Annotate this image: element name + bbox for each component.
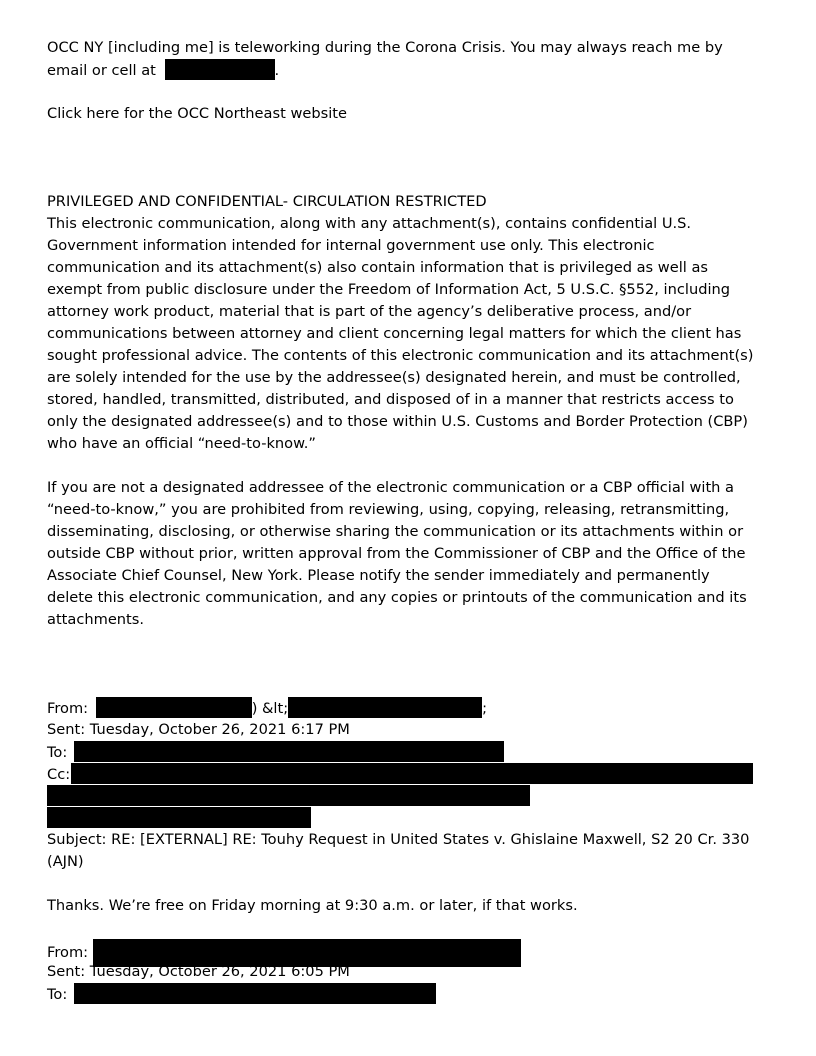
email1-cc-continued	[47, 785, 777, 807]
email1-body	[47, 895, 777, 917]
disclaimer-paragraph-1	[47, 213, 777, 455]
redacted-phone	[165, 59, 275, 80]
redacted-sender-name	[96, 697, 252, 718]
email1-sent	[47, 719, 777, 741]
email1-subject-line-2	[47, 851, 777, 873]
subject-text-continued: (AJN)	[47, 853, 84, 870]
disclaimer-paragraph-2	[47, 477, 777, 631]
email1-cc	[47, 763, 777, 785]
disclaimer-heading-text: PRIVILEGED AND CONFIDENTIAL- CIRCULATION RESTRICTED	[47, 193, 487, 210]
subject-text: Subject: RE: [EXTERNAL] RE: Touhy Request in United States v. Ghislaine Maxwell, S2 20 Cr. 330	[47, 831, 750, 848]
telework-notice-text: OCC NY [including me] is teleworking during the Corona Crisis. You may always reach me by	[47, 39, 723, 56]
email-body-text: Thanks. We’re free on Friday morning at 9:30 a.m. or later, if that works.	[47, 897, 578, 914]
email2-sent	[47, 961, 777, 983]
disclaimer-line: outside CBP without prior, written approval from the Commissioner of CBP and the Office of the	[47, 545, 746, 562]
disclaimer-line: are solely intended for the use by the addressee(s) designated herein, and must be controlled,	[47, 369, 741, 386]
disclaimer-line: disseminating, disclosing, or otherwise sharing the communication or its attachments within or	[47, 523, 744, 540]
email1-from	[47, 697, 777, 719]
telework-notice-line-2	[47, 59, 777, 81]
disclaimer-line: delete this electronic communication, and any copies or printouts of the communication and its	[47, 589, 747, 606]
disclaimer-line: sought professional advice. The contents of this electronic communication and its attachment(s)	[47, 347, 754, 364]
contact-prefix: email or cell at	[47, 62, 156, 79]
disclaimer-line: communications between attorney and client concerning legal matters for which the client has	[47, 325, 742, 342]
redacted-sender-email	[288, 697, 482, 718]
redacted-cc-recipients-2	[47, 785, 530, 806]
disclaimer-line: attachments.	[47, 611, 145, 628]
email1-cc-continued-2	[47, 807, 777, 829]
sent-date: Sent: Tuesday, October 26, 2021 6:05 PM	[47, 963, 350, 980]
disclaimer-heading	[47, 191, 777, 213]
cc-label: Cc:	[47, 766, 71, 783]
email1-to	[47, 741, 777, 763]
redacted-cc-recipients-3	[47, 807, 311, 828]
redacted-recipients	[74, 741, 504, 762]
to-label: To:	[47, 744, 68, 761]
from-label: From:	[47, 944, 89, 961]
disclaimer-line: Government information intended for internal government use only. This electronic	[47, 237, 655, 254]
telework-notice-line-1	[47, 37, 777, 59]
email2-from	[47, 939, 777, 961]
disclaimer-line: who have an official “need-to-know.”	[47, 435, 316, 452]
disclaimer-line: only the designated addressee(s) and to those within U.S. Customs and Border Protection (CBP)	[47, 413, 748, 430]
email1-subject-line-1	[47, 829, 777, 851]
disclaimer-line: attorney work product, material that is part of the agency’s deliberative process, and/or	[47, 303, 692, 320]
email-document	[47, 37, 777, 1005]
disclaimer-line: This electronic communication, along with any attachment(s), contains confidential U.S.	[47, 215, 692, 232]
from-separator: ) &lt;	[251, 700, 289, 717]
contact-suffix: .	[274, 62, 280, 79]
sent-date: Sent: Tuesday, October 26, 2021 6:17 PM	[47, 721, 350, 738]
disclaimer-line: communication and its attachment(s) also contain information that is privileged as well as	[47, 259, 709, 276]
disclaimer-line: Associate Chief Counsel, New York. Please notify the sender immediately and permanently	[47, 567, 710, 584]
redacted-recipients	[74, 983, 436, 1004]
redacted-cc-recipients	[71, 763, 753, 784]
occ-northeast-website-link[interactable]: Click here for the OCC Northeast website	[47, 105, 347, 122]
email2-to	[47, 983, 777, 1005]
from-label: From:	[47, 700, 89, 717]
disclaimer-line: exempt from public disclosure under the Freedom of Information Act, 5 U.S.C. §552, including	[47, 281, 731, 298]
website-link-line	[47, 103, 777, 125]
to-label: To:	[47, 986, 68, 1003]
disclaimer-line: stored, handled, transmitted, distributed, and disposed of in a manner that restricts access to	[47, 391, 734, 408]
from-end: ;	[482, 700, 488, 717]
disclaimer-line: If you are not a designated addressee of the electronic communication or a CBP official with a	[47, 479, 734, 496]
disclaimer-line: “need-to-know,” you are prohibited from reviewing, using, copying, releasing, retransmitting,	[47, 501, 730, 518]
